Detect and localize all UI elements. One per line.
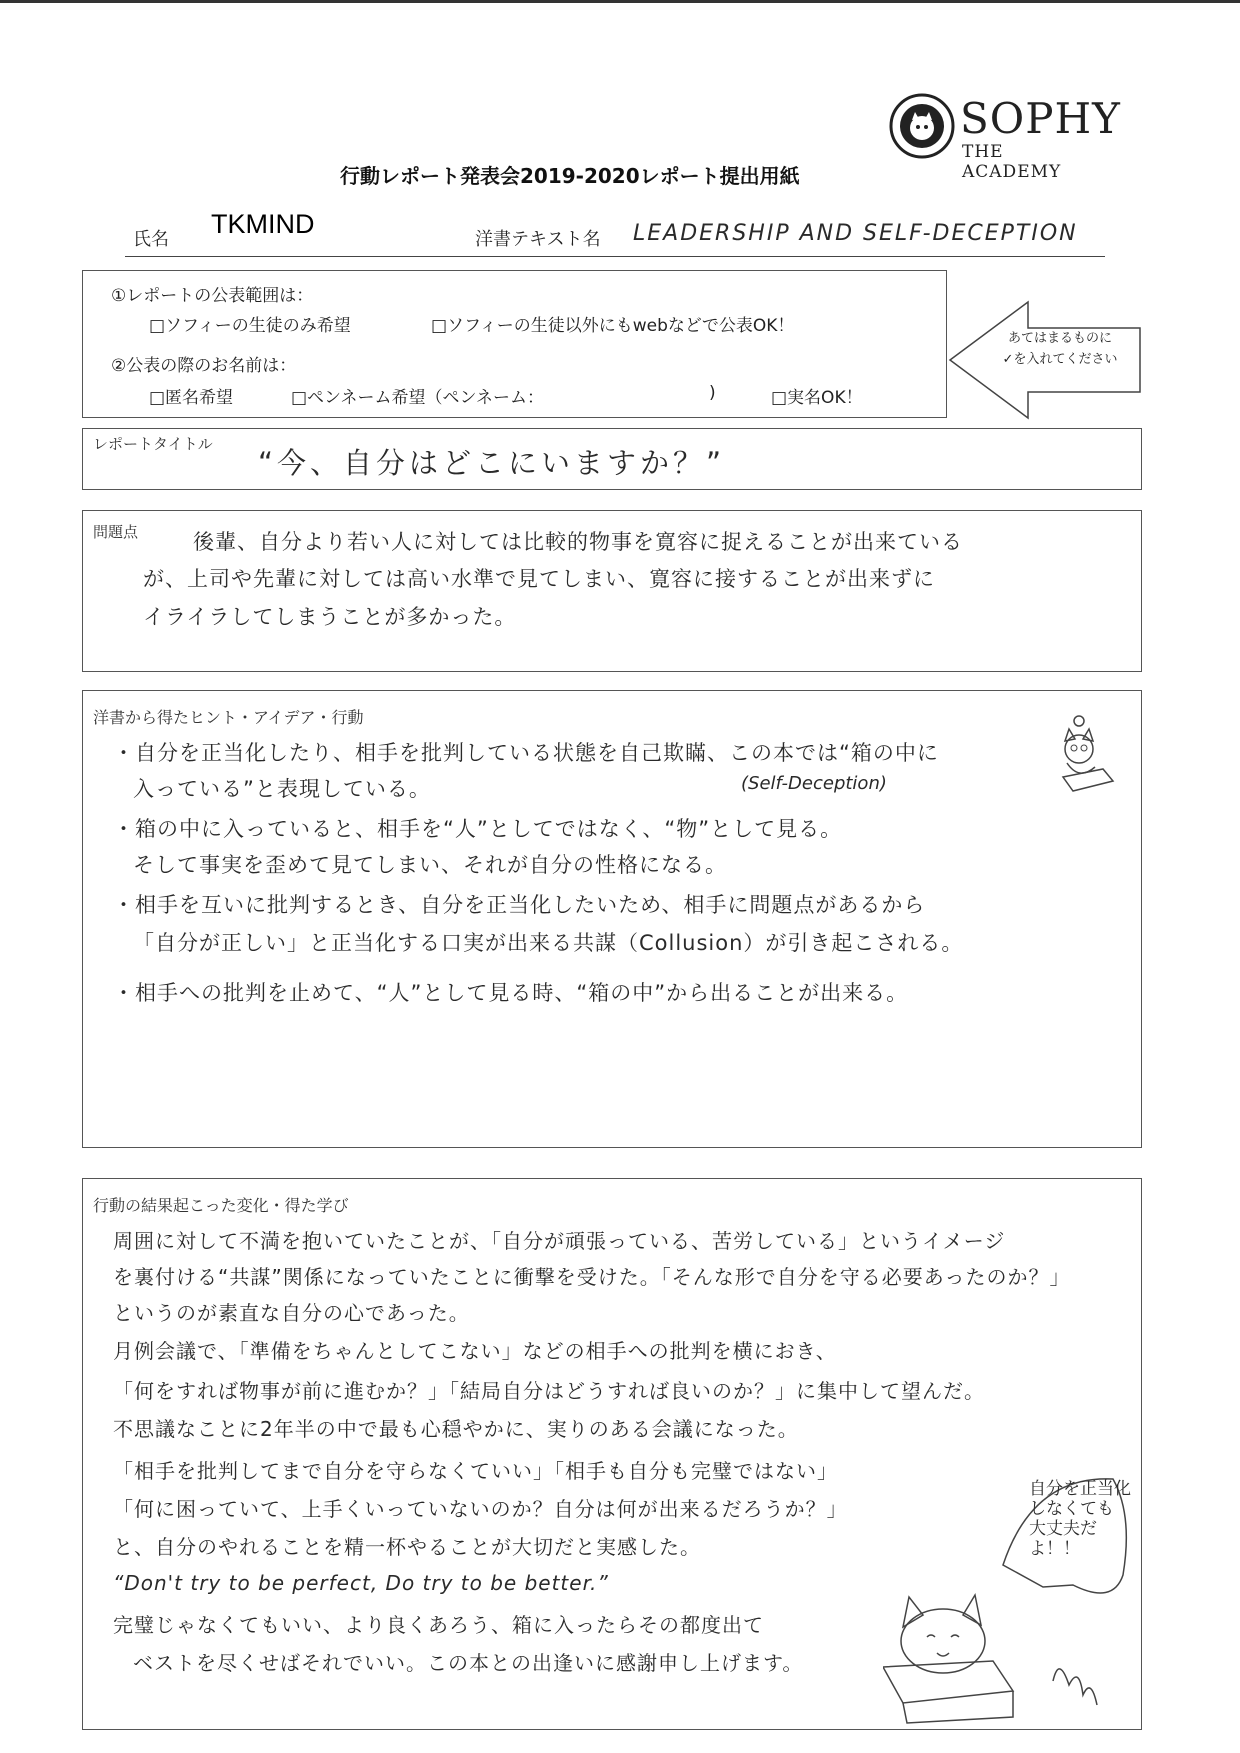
- top-border: [0, 0, 1240, 3]
- publication-box: [82, 270, 947, 418]
- results-line: と、自分のやれることを精一杯やることが大切だと実感した。: [113, 1535, 701, 1559]
- report-title-label: レポートタイトル: [93, 435, 213, 453]
- results-line: 不思議なことに2年半の中で最も心穏やかに、実りのある会議になった。: [113, 1417, 799, 1441]
- bubble-line: しなくても: [1029, 1499, 1114, 1519]
- results-label: 行動の結果起こった変化・得た学び: [93, 1196, 349, 1215]
- logo-subtitle: THE ACADEMY: [962, 142, 1062, 182]
- ideas-line: ・箱の中に入っていると、相手を“人”としてではなく、“物”として見る。: [113, 817, 843, 841]
- results-line: 「相手を批判してまで自分を守らなくていい」「相手も自分も完璧ではない」: [113, 1459, 838, 1483]
- results-quote: “Don't try to be perfect, Do try to be better.”: [113, 1571, 609, 1595]
- ideas-label: 洋書から得たヒント・アイデア・行動: [93, 708, 364, 727]
- arrow-note: [985, 328, 1135, 370]
- text-name-label: 洋書テキスト名: [475, 229, 601, 250]
- name-value[interactable]: TKMIND: [211, 209, 315, 239]
- results-line: 「何に困っていて、上手くいっていないのか？自分は何が出来るだろうか？」: [113, 1497, 848, 1521]
- text-name-value[interactable]: LEADERSHIP AND SELF-DECEPTION: [633, 221, 1078, 246]
- scope-option-web-ok[interactable]: □ソフィーの生徒以外にもwebなどで公表OK！: [431, 316, 795, 336]
- results-box: [82, 1178, 1142, 1730]
- ideas-note: (Self-Deception): [741, 773, 887, 794]
- problem-line: イライラしてしまうことが多かった。: [143, 605, 517, 629]
- arrow-note-line: ✓を入れてください: [1002, 352, 1118, 367]
- report-title-box: [82, 428, 1142, 490]
- cat-reading-doodle-icon: [1043, 711, 1133, 801]
- results-line: 月例会議で、「準備をちゃんとしてこない」などの相手への批判を横におき、: [113, 1339, 837, 1363]
- results-line: 周囲に対して不満を抱いていたことが、「自分が頑張っている、苦労している」というイメージ: [113, 1229, 1006, 1253]
- ideas-line: 「自分が正しい」と正当化する口実が出来る共謀（Collusion）が引き起こされる。: [133, 931, 964, 955]
- name-option-anonymous[interactable]: □匿名希望: [149, 388, 234, 408]
- bubble-line: 自分を正当化: [1029, 1479, 1131, 1499]
- results-line: 「何をすれば物事が前に進むか？」「結局自分はどうすれば良いのか？」に集中して望んだ。: [113, 1379, 985, 1403]
- problem-box: [82, 510, 1142, 672]
- penname-close-paren: ): [709, 383, 716, 403]
- name-option-realname[interactable]: □実名OK！: [771, 388, 863, 408]
- name-label: 氏名: [133, 229, 169, 250]
- speech-bubble-text: [1029, 1479, 1141, 1559]
- name-option-penname[interactable]: □ペンネーム希望（ペンネーム：: [291, 388, 545, 408]
- ideas-line: そして事実を歪めて見てしまい、それが自分の性格になる。: [133, 853, 727, 877]
- results-line: ベストを尽くせばそれでいい。この本との出逢いに感謝申し上げます。: [133, 1651, 804, 1675]
- problem-line: 後輩、自分より若い人に対しては比較的物事を寛容に捉えることが出来ている: [193, 530, 963, 554]
- report-title-value: “今、自分はどこにいますか？”: [258, 446, 726, 480]
- logo-brand: SOPHY: [960, 94, 1121, 143]
- ideas-line: ・相手への批判を止めて、“人”として見る時、“箱の中”から出ることが出来る。: [113, 981, 909, 1005]
- ideas-line: 入っている”と表現している。: [133, 777, 431, 801]
- scope-heading: ①レポートの公表範囲は：: [111, 286, 314, 306]
- results-line: 完璧じゃなくてもいい、より良くあろう、箱に入ったらその都度出て: [113, 1613, 764, 1637]
- name-heading: ②公表の際のお名前は：: [111, 356, 297, 376]
- name-row: [125, 205, 1105, 257]
- results-line: というのが素直な自分の心であった。: [113, 1301, 470, 1325]
- ideas-line: ・相手を互いに批判するとき、自分を正当化したいため、相手に問題点があるから: [113, 893, 926, 917]
- bubble-line: 大丈夫だよ！！: [1029, 1519, 1097, 1559]
- results-line: を裏付ける“共謀”関係になっていたことに衝撃を受けた。「そんな形で自分を守る必要あったのか？」: [113, 1265, 1071, 1289]
- ideas-box: [82, 690, 1142, 1148]
- problem-line: が、上司や先輩に対しては高い水準で見てしまい、寛容に接することが出来ずに: [143, 567, 935, 591]
- sophy-logo: [888, 92, 1121, 182]
- arrow-note-line: あてはまるものに: [1007, 331, 1112, 346]
- problem-label: 問題点: [93, 523, 139, 541]
- ideas-line: ・自分を正当化したり、相手を批判している状態を自己欺瞞、この本では“箱の中に: [113, 741, 939, 765]
- scope-option-students-only[interactable]: □ソフィーの生徒のみ希望: [149, 316, 351, 336]
- sophy-seal-icon: [888, 92, 956, 160]
- name-underline: [125, 256, 1105, 257]
- form-title: 行動レポート発表会2019-2020レポート提出用紙: [340, 164, 800, 188]
